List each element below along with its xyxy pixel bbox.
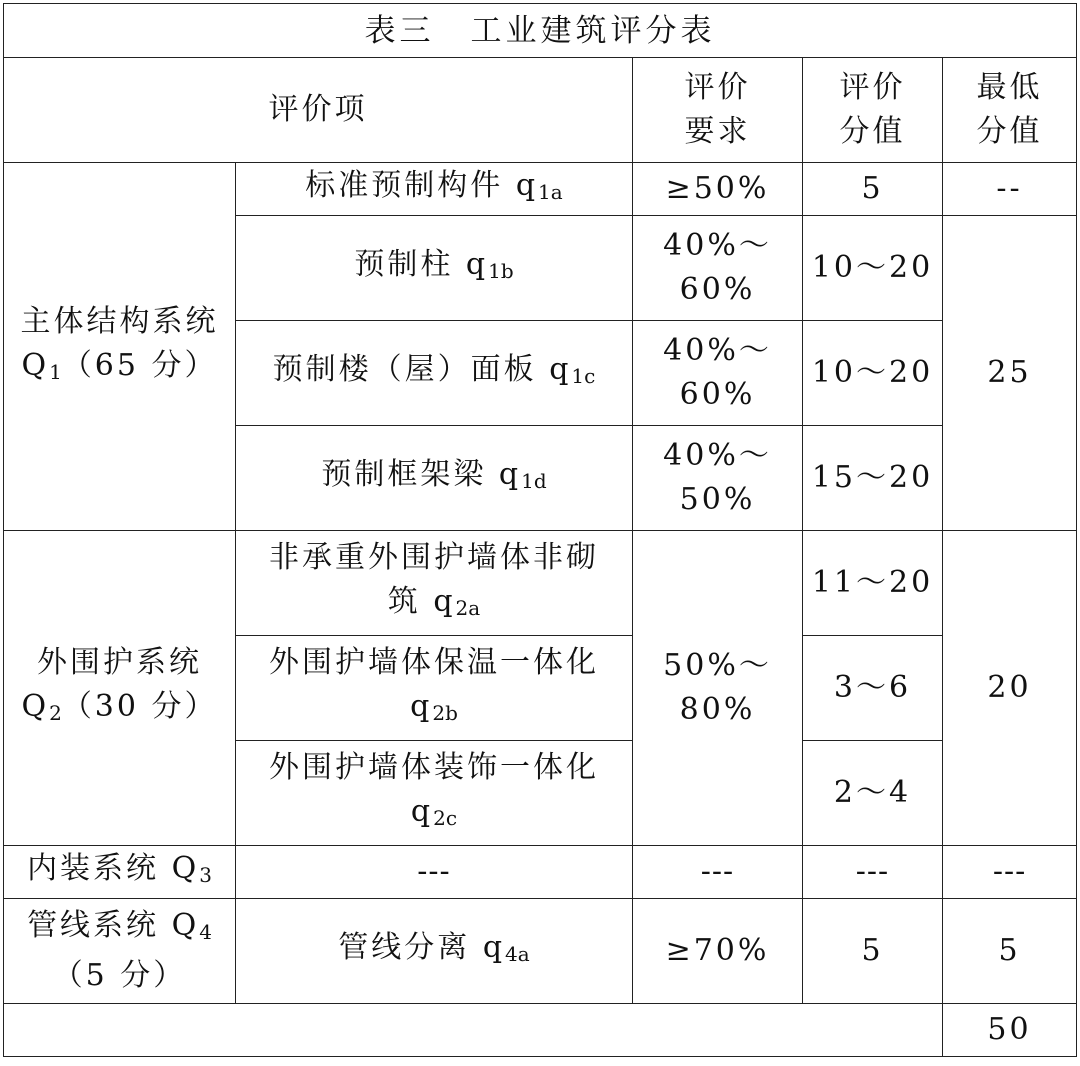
header-item: 评价项	[4, 58, 633, 163]
header-min-line1: 最低	[976, 70, 1043, 105]
item-line1: 非承重外围护墙体非砌	[269, 540, 599, 575]
item-cell	[236, 636, 633, 741]
section-name-line1: 外围护系统	[37, 645, 202, 680]
requirement-cell	[633, 216, 803, 321]
requirement-line1: 40%～	[663, 333, 772, 368]
section-q-subscript: 2	[49, 701, 62, 725]
min-score-cell: 20	[943, 531, 1077, 846]
score-cell: 15～20	[803, 426, 943, 531]
item-cell	[236, 531, 633, 636]
item-cell	[236, 899, 633, 1004]
item-line2	[236, 790, 632, 840]
section-name-line1	[4, 904, 235, 954]
requirement-line2: 60%	[679, 377, 756, 412]
score-cell: 5	[803, 163, 943, 216]
section-q-subscript: 4	[199, 920, 212, 944]
item-line1: 外围护墙体装饰一体化	[269, 750, 599, 785]
item-label: 筑 q	[387, 584, 456, 619]
section-points: （5 分）	[52, 958, 187, 993]
section-q-letter: Q	[21, 689, 50, 724]
requirement-cell: ---	[633, 846, 803, 899]
requirement-cell: ≥50%	[633, 163, 803, 216]
total-empty-cell	[4, 1004, 943, 1057]
min-score-cell: ---	[943, 846, 1077, 899]
requirement-cell	[633, 321, 803, 426]
score-cell: 5	[803, 899, 943, 1004]
item-cell: ---	[236, 846, 633, 899]
item-cell	[236, 321, 633, 426]
section-q-letter: Q	[21, 347, 50, 383]
item-label: 预制柱 q	[354, 247, 489, 282]
min-score-cell: 25	[943, 216, 1077, 531]
score-cell: 10～20	[803, 321, 943, 426]
header-requirement-line2: 要求	[684, 114, 751, 149]
item-subscript: 1a	[538, 180, 563, 204]
item-subscript: 1c	[571, 364, 596, 388]
item-subscript: 1d	[521, 469, 547, 493]
min-score-cell: --	[943, 163, 1077, 216]
requirement-line2: 50%	[679, 482, 756, 517]
score-cell: 3～6	[803, 636, 943, 741]
requirement-line1: 40%～	[663, 438, 772, 473]
item-subscript: 2c	[433, 806, 458, 830]
header-requirement-line1: 评价	[684, 70, 751, 105]
section-points: （30 分）	[61, 689, 218, 724]
item-label: 管线分离 q	[338, 930, 506, 965]
requirement-line1: 50%～	[663, 648, 772, 683]
item-line2	[236, 580, 632, 630]
header-score-line2: 分值	[839, 114, 906, 149]
requirement-line1: 40%～	[663, 228, 772, 263]
item-label: 预制楼（屋）面板 q	[272, 352, 572, 387]
header-min-line2: 分值	[976, 114, 1043, 149]
requirement-cell: ≥70%	[633, 899, 803, 1004]
table-row	[4, 899, 1077, 1004]
item-label: q	[410, 794, 434, 829]
section-name-prefix: 管线系统 Q	[27, 908, 200, 943]
item-line1: 外围护墙体保温一体化	[269, 645, 599, 680]
industrial-building-score-table	[3, 3, 1077, 1057]
item-cell	[236, 216, 633, 321]
section-q-subscript: 3	[199, 863, 212, 887]
score-cell: 10～20	[803, 216, 943, 321]
requirement-cell	[633, 426, 803, 531]
requirement-line2: 60%	[679, 272, 756, 307]
title-row	[4, 4, 1077, 58]
item-subscript: 4a	[505, 942, 530, 966]
section-main-structure	[4, 163, 236, 531]
item-subscript: 2a	[455, 596, 481, 620]
table-title-prefix: 表三	[364, 12, 435, 49]
item-line2	[236, 685, 632, 735]
section-points: （65 分）	[61, 347, 218, 383]
item-label: 标准预制构件 q	[305, 168, 539, 203]
item-cell	[236, 741, 633, 846]
item-subscript: 2b	[432, 701, 458, 725]
header-score-line1: 评价	[839, 70, 906, 105]
header-requirement	[633, 58, 803, 163]
min-score-cell: 5	[943, 899, 1077, 1004]
score-cell: 11～20	[803, 531, 943, 636]
item-label: q	[410, 689, 433, 724]
section-q-subscript: 1	[49, 359, 62, 384]
section-name-line2	[4, 344, 235, 394]
section-pipeline	[4, 899, 236, 1004]
requirement-line2: 80%	[679, 692, 756, 727]
section-interior	[4, 846, 236, 899]
table-title	[4, 4, 1077, 58]
item-cell	[236, 426, 633, 531]
section-name-line1: 内装系统 Q	[27, 851, 200, 886]
table-row	[4, 531, 1077, 636]
item-label: 预制框架梁 q	[321, 457, 522, 492]
table-row	[4, 163, 1077, 216]
total-row	[4, 1004, 1077, 1057]
section-envelope	[4, 531, 236, 846]
score-cell: 2～4	[803, 741, 943, 846]
table-row	[4, 846, 1077, 899]
header-score	[803, 58, 943, 163]
item-subscript: 1b	[488, 259, 514, 283]
table-title-name: 工业建筑评分表	[470, 12, 716, 49]
item-cell	[236, 163, 633, 216]
section-name-line2	[4, 685, 235, 735]
header-row	[4, 58, 1077, 163]
requirement-cell	[633, 531, 803, 846]
score-cell: ---	[803, 846, 943, 899]
total-min-score-cell: 50	[943, 1004, 1077, 1057]
section-name-line1: 主体结构系统	[20, 303, 219, 339]
header-min-score	[943, 58, 1077, 163]
